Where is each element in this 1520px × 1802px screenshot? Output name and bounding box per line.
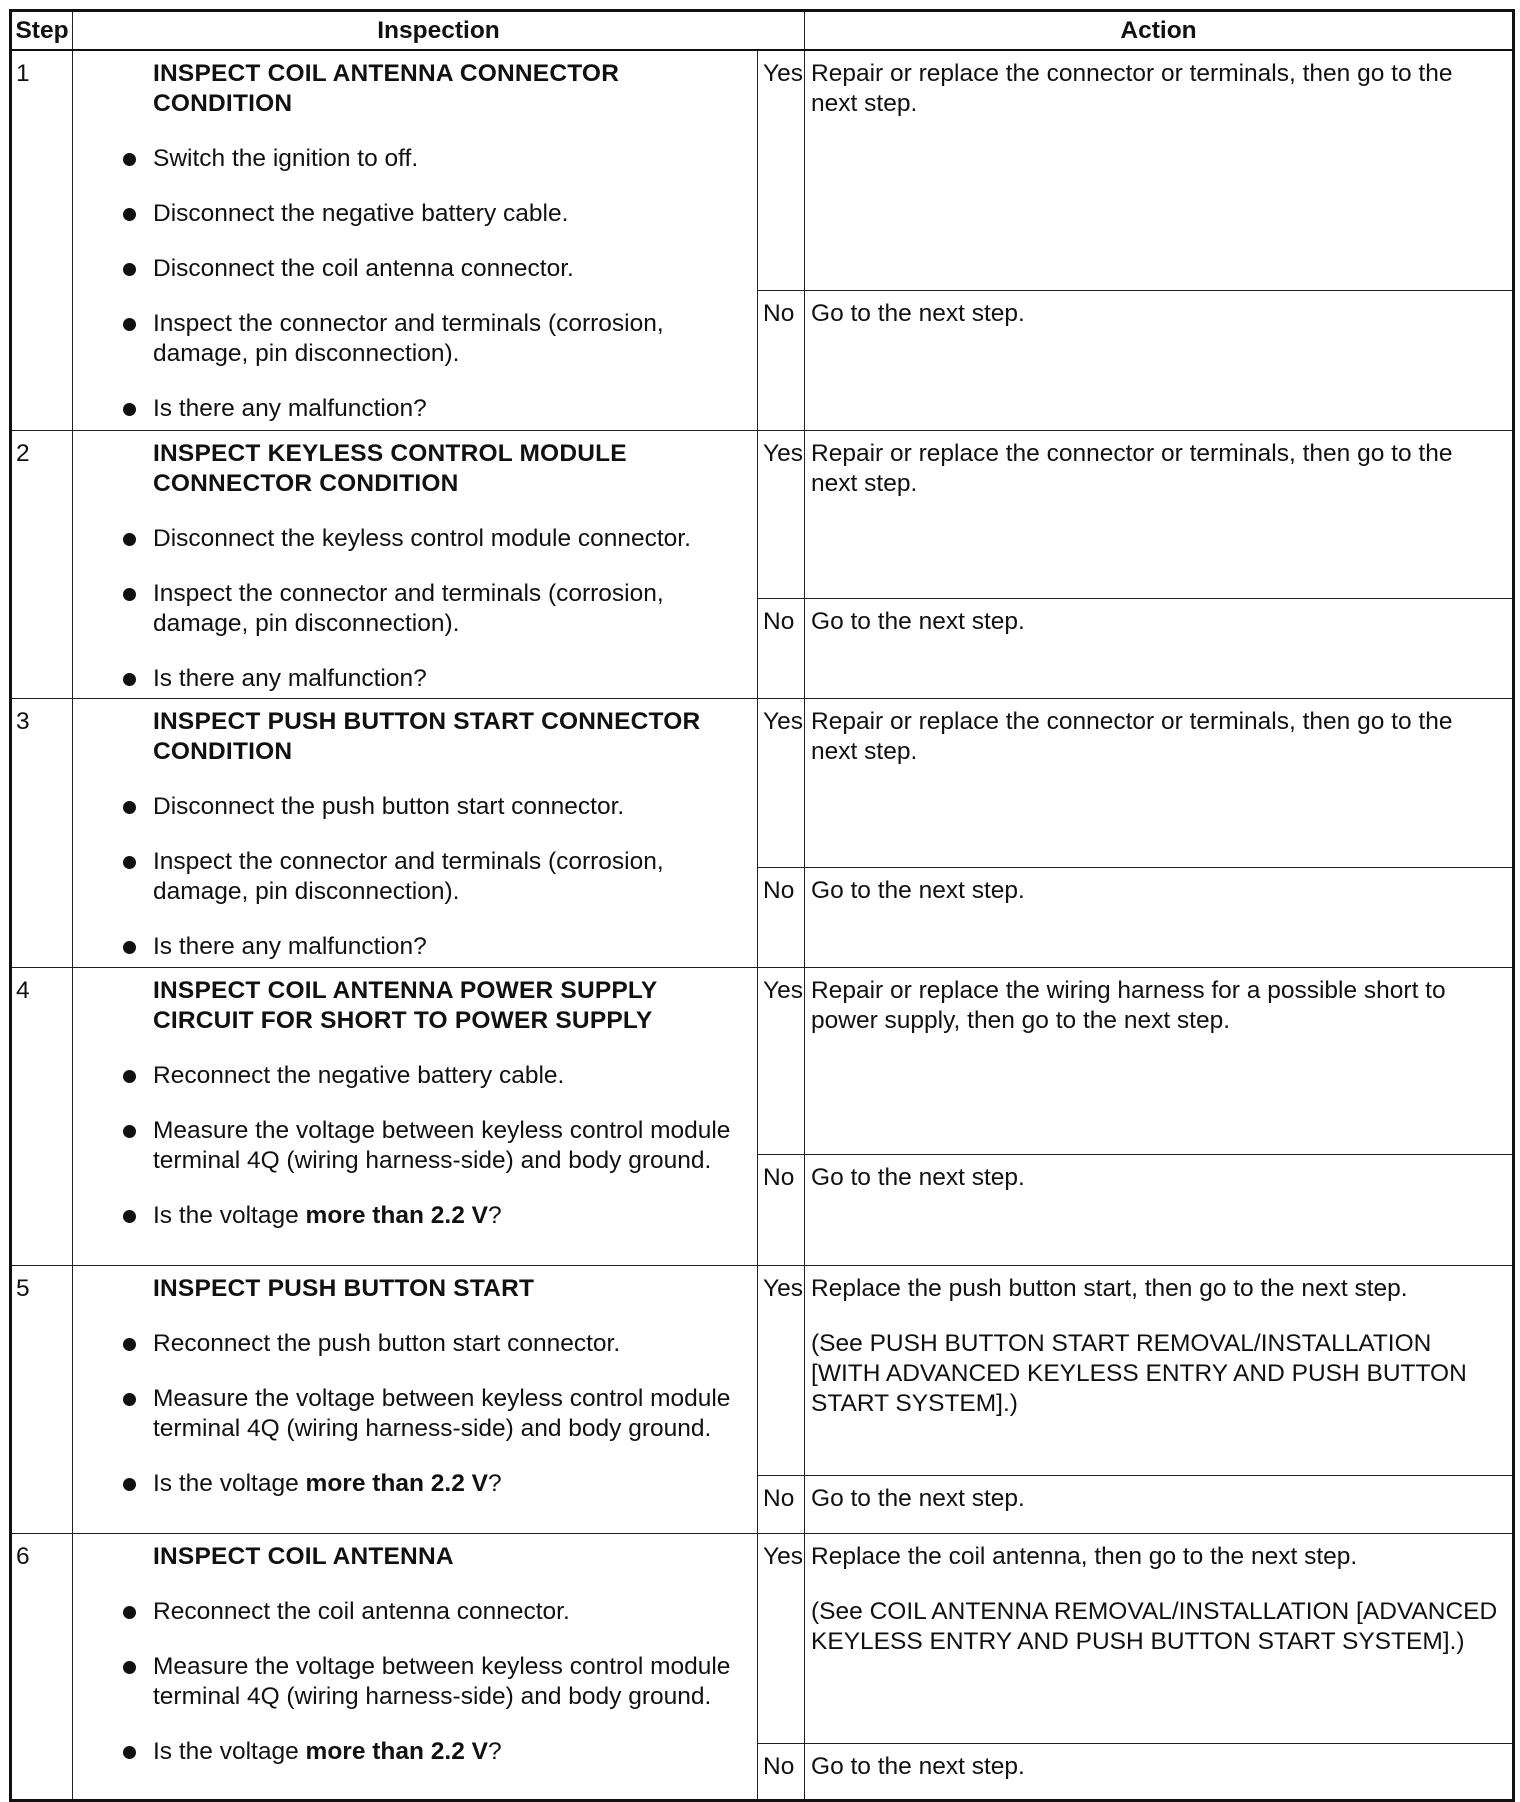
yes-action: Repair or replace the wiring harness for a possible short to power supply, then go to the next step. (805, 967, 1514, 1154)
step-6-yes-row (11, 1533, 1514, 1743)
inspection-title-line: INSPECT COIL ANTENNA CONNECTOR (153, 60, 620, 87)
question-mark: ? (488, 1737, 502, 1765)
no-label: No (758, 598, 805, 698)
step-2-yes-row (11, 430, 1514, 598)
inspection-bullet-list (73, 1329, 739, 1499)
question-mark: ? (488, 1201, 502, 1229)
inspection-title-line: INSPECT PUSH BUTTON START CONNECTOR (153, 707, 701, 735)
inspection-title-line: INSPECT PUSH BUTTON START (153, 1274, 535, 1302)
bullet-item: Measure the voltage between keyless control module terminal 4Q (wiring harness-side) and body ground. (153, 1652, 739, 1712)
question-mark: ? (488, 1469, 502, 1497)
yes-action: Repair or replace the connector or terminals, then go to the next step. (805, 50, 1514, 290)
step-5-yes-row (11, 1265, 1514, 1475)
step-3-yes-row (11, 698, 1514, 867)
bullet-item: Is there any malfunction? (153, 394, 739, 424)
step-number: 6 (11, 1533, 73, 1800)
no-action: Go to the next step. (805, 867, 1514, 967)
inspection-title-line: INSPECT COIL ANTENNA POWER SUPPLY (153, 976, 658, 1004)
header-step: Step (11, 11, 73, 51)
inspection-bullet-list (73, 1597, 739, 1767)
no-action: Go to the next step. (805, 290, 1514, 430)
step-number: 3 (11, 698, 73, 967)
inspection-bullet-list (73, 1061, 739, 1231)
no-label: No (758, 1743, 805, 1800)
bullet-item-question (153, 1469, 739, 1499)
no-action: Go to the next step. (805, 1475, 1514, 1533)
inspection-cell (73, 1265, 758, 1533)
cross-reference-note: (See PUSH BUTTON START REMOVAL/INSTALLATION [WITH ADVANCED KEYLESS ENTRY AND PUSH BUTTON START SYSTEM].) (811, 1329, 1467, 1417)
yes-action: Repair or replace the connector or terminals, then go to the next step. (805, 430, 1514, 598)
bullet-item: Reconnect the negative battery cable. (153, 1061, 739, 1091)
bullet-item: Is there any malfunction? (153, 932, 739, 962)
inspection-title-line: INSPECT COIL ANTENNA (153, 1542, 454, 1570)
inspection-title-line: CONNECTOR CONDITION (153, 469, 459, 497)
no-label: No (758, 290, 805, 430)
bullet-item: Switch the ignition to off. (153, 144, 739, 174)
inspection-title-line: CIRCUIT FOR SHORT TO POWER SUPPLY (153, 1006, 653, 1034)
bullet-item-question (153, 1201, 739, 1231)
bullet-item-question (153, 1737, 739, 1767)
yes-label: Yes (758, 698, 805, 867)
inspection-bullet-list (73, 792, 739, 962)
bullet-item: Inspect the connector and terminals (corrosion, damage, pin disconnection). (153, 847, 739, 907)
diagnostic-procedure-table (9, 9, 1515, 1802)
inspection-title-line: CONDITION (153, 737, 293, 765)
no-label: No (758, 867, 805, 967)
header-inspection: Inspection (73, 11, 805, 51)
question-text: Is the voltage (153, 1469, 306, 1497)
yes-label: Yes (758, 1533, 805, 1743)
bullet-item: Reconnect the coil antenna connector. (153, 1597, 739, 1627)
step-number: 2 (11, 430, 73, 698)
inspection-bullet-list (73, 144, 739, 424)
bullet-item: Measure the voltage between keyless control module terminal 4Q (wiring harness-side) and body ground. (153, 1384, 739, 1444)
yes-label: Yes (758, 50, 805, 290)
no-action: Go to the next step. (805, 1743, 1514, 1800)
yes-label: Yes (758, 1265, 805, 1475)
bullet-item: Disconnect the negative battery cable. (153, 199, 739, 229)
step-number: 1 (11, 50, 73, 430)
inspection-title (153, 976, 739, 1036)
inspection-bullet-list (73, 524, 739, 694)
bullet-item: Disconnect the coil antenna connector. (153, 254, 739, 284)
inspection-title (153, 707, 739, 767)
yes-action: Replace the coil antenna, then go to the next step. (811, 1542, 1358, 1570)
inspection-cell (73, 430, 758, 698)
question-threshold: more than 2.2 V (305, 1201, 488, 1229)
bullet-item: Disconnect the keyless control module connector. (153, 524, 739, 554)
bullet-item: Measure the voltage between keyless control module terminal 4Q (wiring harness-side) and body ground. (153, 1116, 739, 1176)
yes-label: Yes (758, 967, 805, 1154)
no-action: Go to the next step. (805, 598, 1514, 698)
bullet-item: Reconnect the push button start connector. (153, 1329, 739, 1359)
question-threshold: more than 2.2 V (305, 1737, 488, 1765)
question-text: Is the voltage (153, 1201, 306, 1229)
step-number: 4 (11, 967, 73, 1265)
inspection-title (153, 1274, 739, 1304)
yes-action: Replace the push button start, then go to the next step. (811, 1274, 1408, 1302)
inspection-title (153, 59, 739, 119)
inspection-cell (73, 967, 758, 1265)
bullet-item: Disconnect the push button start connector. (153, 792, 739, 822)
yes-action: Repair or replace the connector or terminals, then go to the next step. (805, 698, 1514, 867)
step-number: 5 (11, 1265, 73, 1533)
inspection-cell (73, 50, 758, 430)
bullet-item: Is there any malfunction? (153, 664, 739, 694)
step-4-yes-row (11, 967, 1514, 1154)
no-action: Go to the next step. (805, 1154, 1514, 1265)
no-label: No (758, 1154, 805, 1265)
step-1-yes-row (11, 50, 1514, 290)
yes-label: Yes (758, 430, 805, 598)
inspection-cell (73, 698, 758, 967)
table-header-row (11, 11, 1514, 51)
inspection-cell (73, 1533, 758, 1800)
question-text: Is the voltage (153, 1737, 306, 1765)
inspection-title-line: CONDITION (153, 90, 293, 117)
yes-action-cell (805, 1533, 1514, 1743)
inspection-title-line: INSPECT KEYLESS CONTROL MODULE (153, 439, 627, 467)
yes-action-cell (805, 1265, 1514, 1475)
inspection-title (153, 1542, 739, 1572)
question-threshold: more than 2.2 V (305, 1469, 488, 1497)
bullet-item: Inspect the connector and terminals (corrosion, damage, pin disconnection). (153, 579, 739, 639)
bullet-item: Inspect the connector and terminals (corrosion, damage, pin disconnection). (153, 309, 739, 369)
cross-reference-note: (See COIL ANTENNA REMOVAL/INSTALLATION [ADVANCED KEYLESS ENTRY AND PUSH BUTTON START SYSTEM].) (811, 1597, 1498, 1655)
inspection-title (153, 439, 739, 499)
header-action: Action (805, 11, 1514, 51)
no-label: No (758, 1475, 805, 1533)
